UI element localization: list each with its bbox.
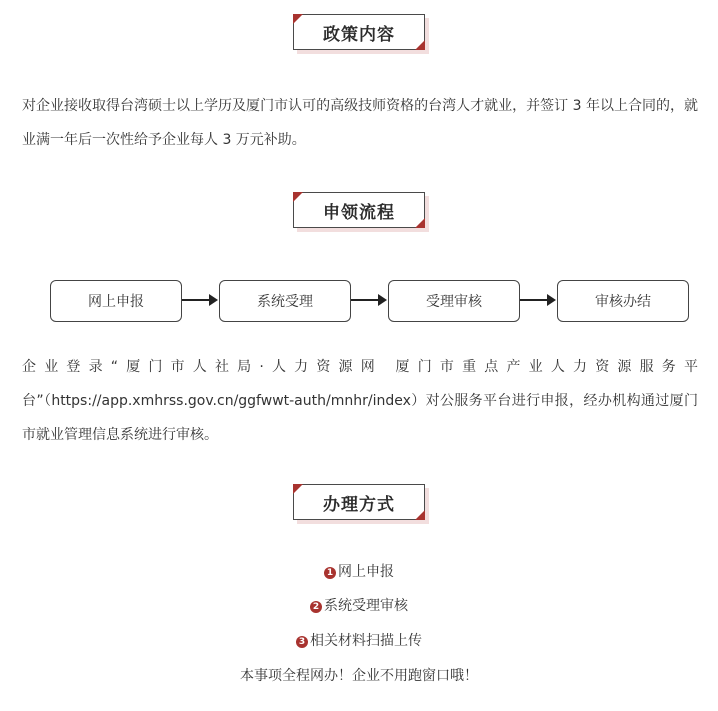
corner-accent-bottom-right xyxy=(415,510,425,520)
flow-step-label: 受理审核 xyxy=(426,294,482,310)
corner-accent-bottom-right xyxy=(415,40,425,50)
method-item-2 xyxy=(0,596,718,616)
section-title-method xyxy=(293,484,429,524)
title-box xyxy=(293,484,425,520)
process-paragraph: 企业登录“厦门市人社局·人力资源网 厦门市重点产业人力资源服务平台”（https://app.xmhrss.gov.cn/ggfwwt-auth/mnhr/index）对公服务平台进行申报，经办机构通过厦门市就业管理信息系统进行审核。 xyxy=(22,359,698,443)
method-item-label: 网上申报 xyxy=(338,564,394,580)
method-footer-note: 本事项全程网办！企业不用跑窗口哦！ xyxy=(240,668,478,684)
number-3-icon: 3 xyxy=(296,636,308,648)
corner-accent-top-left xyxy=(293,192,303,202)
flow-step-review xyxy=(388,280,520,322)
section-title-policy-label: 政策内容 xyxy=(323,24,395,45)
flow-step-label: 审核办结 xyxy=(595,294,651,310)
section-title-policy xyxy=(293,14,429,54)
title-box xyxy=(293,14,425,50)
corner-accent-top-left xyxy=(293,484,303,494)
section-title-process-label: 申领流程 xyxy=(323,202,395,223)
method-item-3 xyxy=(0,631,718,651)
number-2-icon: 2 xyxy=(310,601,322,613)
flow-step-system-accept xyxy=(219,280,351,322)
section-title-method-label: 办理方式 xyxy=(323,494,395,515)
section-title-process xyxy=(293,192,429,232)
method-item-label: 相关材料扫描上传 xyxy=(310,633,422,649)
method-item-label: 系统受理审核 xyxy=(324,598,408,614)
flow-step-label: 网上申报 xyxy=(88,294,144,310)
flow-step-complete xyxy=(557,280,689,322)
flow-step-online-apply xyxy=(50,280,182,322)
flow-step-label: 系统受理 xyxy=(257,294,313,310)
number-1-icon: 1 xyxy=(324,567,336,579)
corner-accent-bottom-right xyxy=(415,218,425,228)
title-box xyxy=(293,192,425,228)
policy-paragraph: 对企业接收取得台湾硕士以上学历及厦门市认可的高级技师资格的台湾人才就业，并签订 3 年以上合同的，就业满一年后一次性给予企业每人 3 万元补助。 xyxy=(22,98,698,148)
method-item-1 xyxy=(0,562,718,582)
corner-accent-top-left xyxy=(293,14,303,24)
